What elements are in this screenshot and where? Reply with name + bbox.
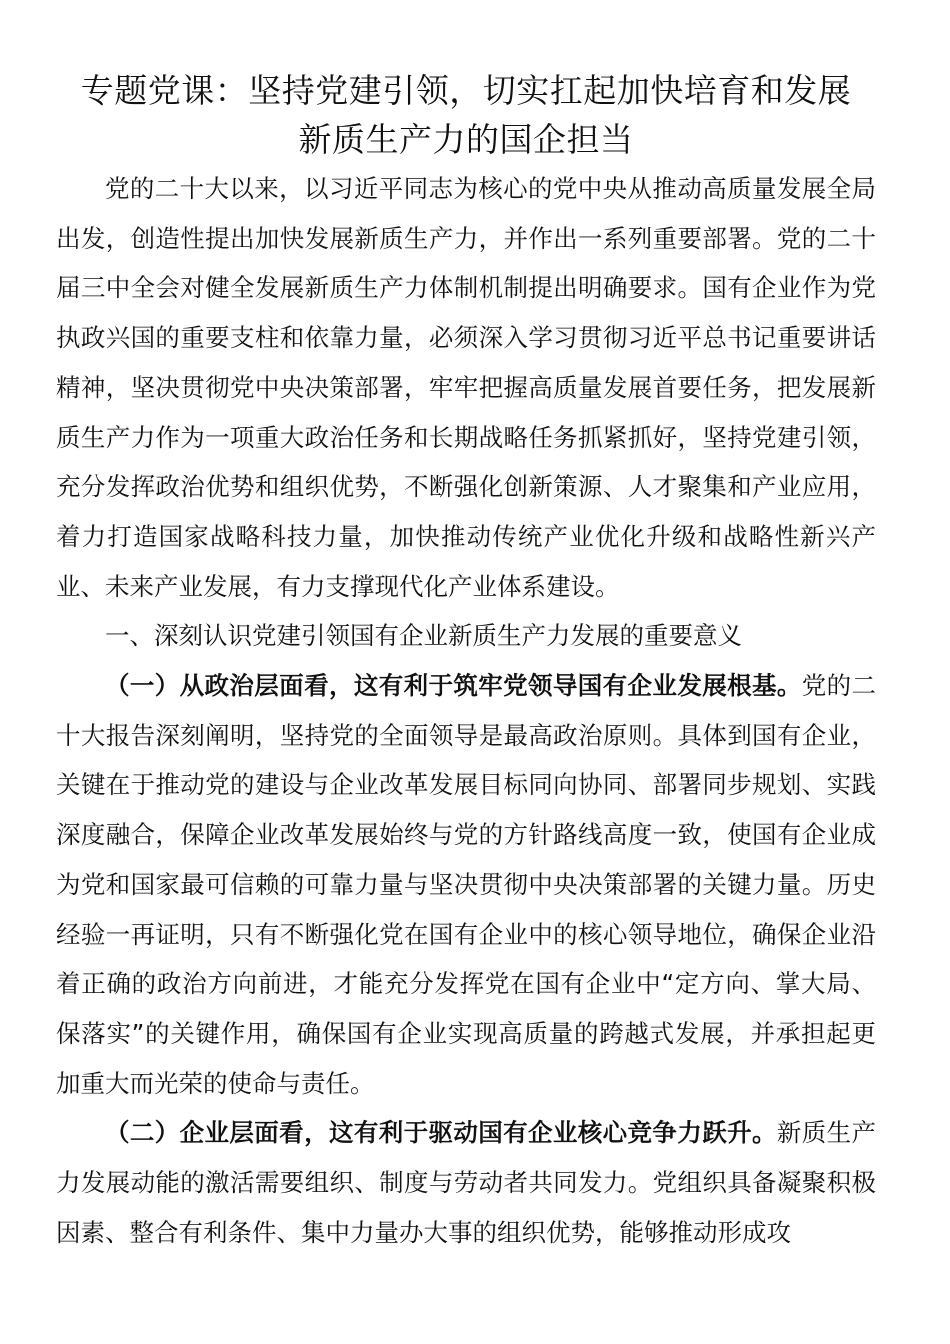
section-1-item-1 <box>56 661 876 1108</box>
title-line-2: 新质生产力的国企担当 <box>298 120 634 159</box>
item-2-lead: （二）企业层面看，这有利于驱动国有企业核心竞争力跃升。 <box>105 1118 777 1148</box>
intro-paragraph: 党的二十大以来，以习近平同志为核心的党中央从推动高质量发展全局出发，创造性提出加快发展新质生产力，并作出一系列重要部署。党的二十届三中全会对健全发展新质生产力体制机制提出明确要求。国有企业作为党执政兴国的重要支柱和依靠力量，必须深入学习贯彻习近平总书记重要讲话精神，坚决贯彻党中央决策部署，牢牢把握高质量发展首要任务，把发展新质生产力作为一项重大政治任务和长期战略任务抓紧抓好，坚持党建引领，充分发挥政治优势和组织优势，不断强化创新策源、人才聚集和产业应用，着力打造国家战略科技力量，加快推动传统产业优化升级和战略性新兴产业、未来产业发展，有力支撑现代化产业体系建设。 <box>56 174 876 601</box>
title-line-1: 专题党课：坚持党建引领，切实扛起加快培育和发展 <box>80 71 852 110</box>
section-1-item-2 <box>56 1108 876 1257</box>
item-2-text: 新质生产力发展动能的激活需要组织、制度与劳动者共同发力。党组织具备凝聚积极因素、整合有利条件、集中力量办大事的组织优势，能够推动形成攻 <box>56 1118 877 1247</box>
item-1-text: 党的二十大报告深刻阐明，坚持党的全面领导是最高政治原则。具体到国有企业，关键在于推动党的建设与企业改革发展目标同向协同、部署同步规划、实践深度融合，保障企业改革发展始终与党的方针路线高度一致，使国有企业成为党和国家最可信赖的可靠力量与坚决贯彻中央决策部署的关键力量。历史经验一再证明，只有不断强化党在国有企业中的核心领导地位，确保企业沿着正确的政治方向前进，才能充分发挥党在国有企业中“定方向、掌大局、保落实”的关键作用，确保国有企业实现高质量的跨越式发展，并承担起更加重大而光荣的使命与责任。 <box>56 671 877 1098</box>
document-body <box>56 164 876 1257</box>
item-1-lead: （一）从政治层面看，这有利于筑牢党领导国有企业发展根基。 <box>105 671 802 701</box>
section-1-heading: 一、深刻认识党建引领国有企业新质生产力发展的重要意义 <box>105 621 742 651</box>
document-title <box>56 66 876 164</box>
